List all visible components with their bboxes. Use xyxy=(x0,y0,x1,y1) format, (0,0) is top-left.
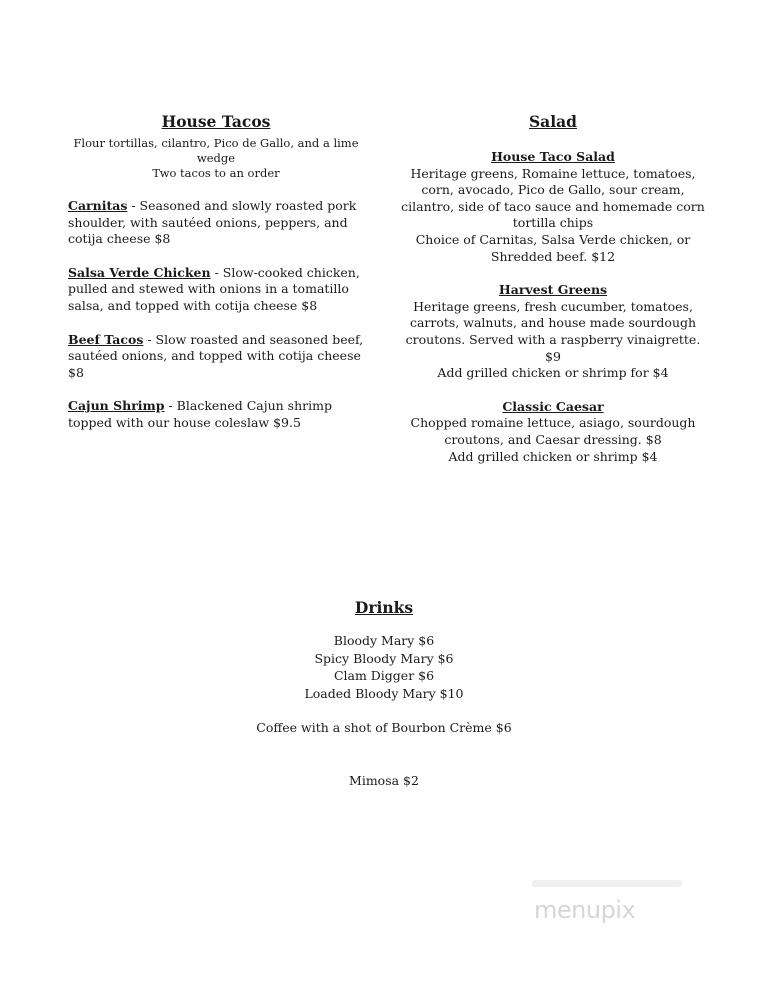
taco-item-desc: - Blackened Cajun shrimp topped with our house coleslaw $9.5 xyxy=(68,398,332,430)
drink-item-coffee: Coffee with a shot of Bourbon Crème $6 xyxy=(256,720,512,736)
taco-item-desc: - Seasoned and slowly roasted pork shoulder, with sautéed onions, peppers, and cotija cheese $8 xyxy=(68,198,357,247)
salad-item-desc: Chopped romaine lettuce, asiago, sourdough croutons, and Caesar dressing. $8 xyxy=(410,415,696,447)
taco-item-desc: - Slow roasted and seasoned beef, sautéed onions, and topped with cotija cheese $8 xyxy=(68,331,364,380)
drinks-title: Drinks xyxy=(354,598,414,617)
house-tacos-subtitle: Flour tortillas, cilantro, Pico de Gallo, and a lime wedge xyxy=(73,136,359,165)
taco-item-name: Salsa Verde Chicken xyxy=(68,264,211,280)
taco-item-beef-tacos xyxy=(68,332,364,382)
salad-item-house-taco-salad xyxy=(400,149,706,265)
salad-item-classic-caesar xyxy=(400,399,706,465)
drink-item: Clam Digger $6 xyxy=(333,668,435,684)
drinks-section xyxy=(0,598,768,790)
taco-item-salsa-verde-chicken xyxy=(68,265,364,315)
salad-item-extra: Add grilled chicken or shrimp $4 xyxy=(448,448,658,464)
drink-item: Loaded Bloody Mary $10 xyxy=(304,685,464,701)
house-tacos-section xyxy=(68,112,364,432)
drink-item-mimosa: Mimosa $2 xyxy=(349,772,419,788)
salad-item-extra: Choice of Carnitas, Salsa Verde chicken, or Shredded beef. $12 xyxy=(415,231,691,264)
drink-item: Spicy Bloody Mary $6 xyxy=(314,650,454,666)
house-tacos-title: House Tacos xyxy=(161,112,271,131)
salad-item-name: Classic Caesar xyxy=(502,398,604,414)
taco-item-name: Beef Tacos xyxy=(68,331,144,347)
house-tacos-order-note: Two tacos to an order xyxy=(152,166,280,180)
taco-item-carnitas xyxy=(68,198,364,248)
watermark-bar xyxy=(532,880,682,887)
taco-item-name: Cajun Shrimp xyxy=(68,398,165,414)
salad-title: Salad xyxy=(528,112,577,131)
salad-item-desc: Heritage greens, fresh cucumber, tomatoes, carrots, walnuts, and house made sourdough croutons. Served with a raspberry vinaigrette. $9 xyxy=(405,298,701,364)
taco-item-cajun-shrimp xyxy=(68,398,364,431)
salad-item-name: House Taco Salad xyxy=(491,149,615,164)
salad-section xyxy=(400,112,706,465)
taco-item-name: Carnitas xyxy=(68,198,128,213)
salad-item-desc: Heritage greens, Romaine lettuce, tomatoes, corn, avocado, Pico de Gallo, sour cream, cilantro, side of taco sauce and homemade corn tortilla chips xyxy=(401,165,705,231)
menupix-watermark: menupix xyxy=(534,896,636,924)
salad-item-extra: Add grilled chicken or shrimp for $4 xyxy=(437,365,669,381)
salad-item-harvest-greens xyxy=(400,282,706,382)
salad-item-name: Harvest Greens xyxy=(498,282,608,298)
taco-item-desc: - Slow-cooked chicken, pulled and stewed with onions in a tomatillo salsa, and topped with cotija cheese $8 xyxy=(68,264,360,313)
drink-item: Bloody Mary $6 xyxy=(333,633,435,648)
